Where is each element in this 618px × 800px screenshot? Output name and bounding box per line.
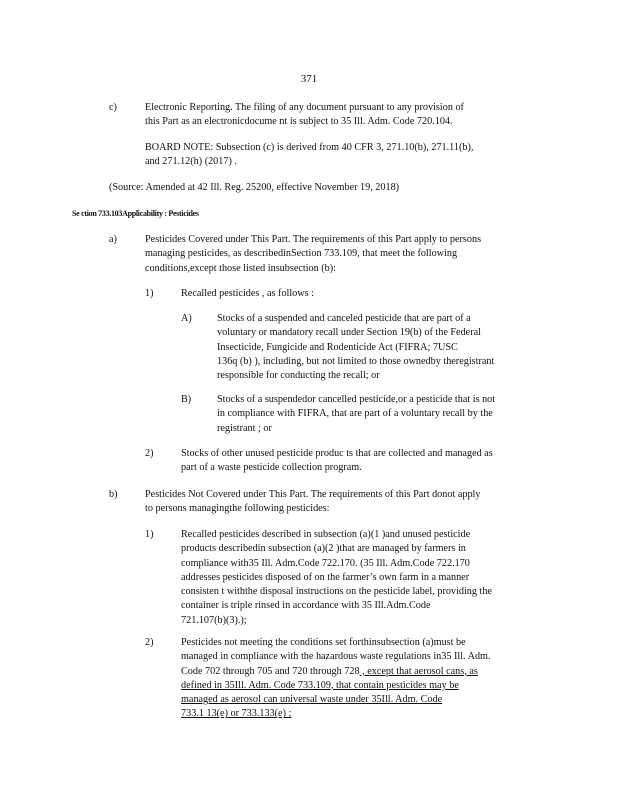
text-line: responsible for conducting the recall; or <box>217 370 380 382</box>
underlined-amendment: managed as aerosol can universal waste under 35Ill. Adm. Code <box>181 694 443 706</box>
item-a1A-text <box>217 312 542 383</box>
text-segment: Code 702 through 705 and 720 through 728 <box>181 665 360 677</box>
text-line: Stocks of a suspended and canceled pesticide that are part of a <box>217 313 471 324</box>
text-line: this Part as an electronicdocume nt is subject to 35 Ill. Adm. Code 720.104. <box>145 116 453 128</box>
text-line: registrant ; or <box>217 422 272 434</box>
text-line: conditions,except those listed insubsection (b): <box>145 262 336 274</box>
underlined-amendment: defined in 35Ill. Adm. Code 733.109, that contain pesticides may be <box>181 679 459 691</box>
text-line: Pesticides Covered under This Part. The requirements of this Part apply to persons <box>145 234 482 245</box>
item-a1-label: 1) <box>145 288 154 299</box>
subsection-b-label: b) <box>109 489 118 500</box>
text-line: addresses pesticides disposed of on the farmer’s own farm in a manner <box>181 571 470 583</box>
text-line: 136q (b) ), including, but not limited to those ownedby theregistrant <box>217 355 495 367</box>
text-line: Insecticide, Fungicide and Rodenticide Act (FIFRA; 7USC <box>217 341 458 353</box>
item-b1-text <box>181 528 541 628</box>
section-heading: Se ction 733.103Applicability : Pesticides <box>72 209 199 218</box>
text-line: products describedin subsection (a)(2 )that are managed by farmers in <box>181 543 466 555</box>
text-line: Electronic Reporting. The filing of any document pursuant to any provision of <box>145 102 464 113</box>
underlined-amendment: , except that aerosol cans, as <box>359 665 478 677</box>
text-line: Recalled pesticides , as follows : <box>181 288 314 299</box>
page-number: 371 <box>300 73 318 85</box>
item-a1B-text <box>217 393 542 436</box>
text-line: consisten t withthe disposal instructions on the pesticide label, providing the <box>181 586 492 598</box>
subsection-a-label: a) <box>109 234 117 245</box>
item-a1B-label: B) <box>181 394 192 405</box>
board-note <box>145 141 527 170</box>
source-note <box>109 181 529 195</box>
item-b2-text <box>181 636 541 722</box>
text-line: in compliance with FIFRA, that are part of a voluntary recall by the <box>217 408 493 420</box>
item-b1-label: 1) <box>145 529 154 540</box>
subsection-c-label: c) <box>109 102 117 113</box>
text-line: part of a waste pesticide collection program. <box>181 462 362 474</box>
text-line: Stocks of a suspendedor cancelled pesticide,or a pesticide that is not <box>217 394 496 405</box>
text-line: managed in compliance with the hazardous waste regulations in35 Ill. Adm. <box>181 651 491 663</box>
text-line: Pesticides Not Covered under This Part. The requirements of this Part donot apply <box>145 489 481 500</box>
subsection-a-text <box>145 233 540 276</box>
text-line: and 271.12(h) (2017) . <box>145 156 237 168</box>
text-line: voluntary or mandatory recall under Section 19(b) of the Federal <box>217 327 481 339</box>
text-line: compliance with35 Ill. Adm.Code 722.170. (35 Ill. Adm.Code 722.170 <box>181 557 470 569</box>
underlined-amendment: 733.1 13(e) or 733.133(e) ; <box>181 708 292 720</box>
subsection-b-text <box>145 488 540 517</box>
item-b2-label: 2) <box>145 637 154 648</box>
item-a1-text <box>181 287 541 301</box>
text-line: BOARD NOTE: Subsection (c) is derived from 40 CFR 3, 271.10(b), 271.11(b), <box>145 142 474 153</box>
text-line: container is triple rinsed in accordance with 35 Ill.Adm.Code <box>181 600 431 612</box>
text-line: (Source: Amended at 42 Ill. Reg. 25200, effective November 19, 2018) <box>109 182 400 193</box>
item-a2-text <box>181 447 541 476</box>
text-line: 721.107(b)(3).); <box>181 614 247 626</box>
text-line: Pesticides not meeting the conditions set forthinsubsection (a)must be <box>181 637 466 648</box>
item-a1A-label: A) <box>181 313 192 324</box>
text-line <box>181 665 541 679</box>
item-a2-label: 2) <box>145 448 154 459</box>
subsection-c-text <box>145 101 527 130</box>
text-line: Stocks of other unused pesticide produc ts that are collected and managed as <box>181 448 493 459</box>
text-line: managing pesticides, as describedinSection 733.109, that meet the following <box>145 248 458 260</box>
text-line: Recalled pesticides described in subsection (a)(1 )and unused pesticide <box>181 529 471 540</box>
text-line: to persons managingthe following pesticides: <box>145 503 330 515</box>
